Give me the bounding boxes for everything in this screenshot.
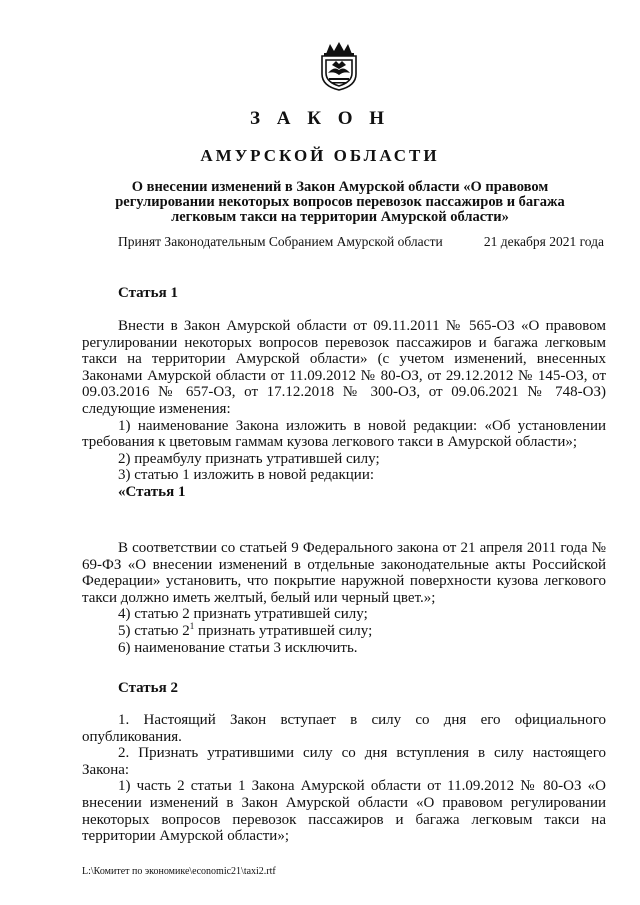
quoted-article-heading: «Статья 1 (118, 483, 186, 500)
article-2-heading: Статья 2 (118, 680, 178, 696)
article-1-item-2: 2) преамбулу признать утратившей силу; (118, 450, 380, 467)
adopted-by: Принят Законодательным Собранием Амурской области (118, 234, 443, 249)
article-1-intro: Внести в Закон Амурской области от 09.11.2011 № 565-ОЗ «О правовом регулировании некоторых вопросов перевозок пассажиров и багажа легковым такси на территории Амурской области» (с учетом изменений, внесенных Законами Амурской области от 11.09.2012 № 80-ОЗ, от 29.12.2012 № 145-ОЗ, от 09.03.2016 № 657-ОЗ, от 17.12.2018 № 300-ОЗ, от 09.06.2021 № 748-ОЗ) следующие изменения: (82, 318, 606, 417)
file-path-footer: L:\Комитет по экономике\economic21\taxi2.rtf (82, 866, 276, 877)
coat-of-arms-icon (318, 40, 360, 92)
region-name: АМУРСКОЙ ОБЛАСТИ (200, 146, 440, 165)
article-1-heading: Статья 1 (118, 285, 178, 301)
quoted-article-body (82, 540, 606, 656)
article-2-p1: 1. Настоящий Закон вступает в силу со дня его официального опубликования. (82, 712, 606, 745)
item-5-sup: 1 (189, 620, 195, 631)
article-2-body (82, 712, 606, 845)
article-1-item-3: 3) статью 1 изложить в новой редакции: (118, 467, 375, 484)
article-1-item-6: 6) наименование статьи 3 исключить. (118, 639, 358, 656)
law-subject: О внесении изменений в Закон Амурской области «О правовом регулировании некоторых вопросов перевозок пассажиров и багажа легковым такси на территории Амурской области» (115, 179, 565, 225)
article-2-p3: 1) часть 2 статьи 1 Закона Амурской области от 11.09.2012 № 80-ОЗ «О внесении изменений в Закон Амурской области «О правовом регулировании некоторых вопросов перевозок пассажиров и багажа легковым такси на территории Амурской области»; (82, 778, 606, 845)
quoted-article-text: В соответствии со статьей 9 Федерального закона от 21 апреля 2011 года № 69-ФЗ «О внесении изменений в отдельные законодательные акты Российской Федерации» установить, что покрытие наружной поверхности кузова легкового такси должно иметь желтый, белый или черный цвет.»; (82, 540, 606, 606)
adoption-line (118, 234, 604, 250)
article-1-item-4: 4) статью 2 признать утратившей силу; (118, 606, 368, 623)
item-5-pre: 5) статью 2 (118, 622, 190, 639)
article-2-p2: 2. Признать утратившими силу со дня вступления в силу настоящего Закона: (82, 745, 606, 778)
article-1-item-5 (82, 620, 606, 640)
document-title: З А К О Н (249, 108, 391, 129)
article-1-body (82, 318, 606, 501)
adopted-date: 21 декабря 2021 года (483, 234, 604, 249)
item-5-post: признать утратившей силу; (194, 622, 373, 639)
article-1-item-1: 1) наименование Закона изложить в новой редакции: «Об установлении требования к цветовым гаммам кузова легкового такси в Амурской области»; (82, 417, 606, 451)
